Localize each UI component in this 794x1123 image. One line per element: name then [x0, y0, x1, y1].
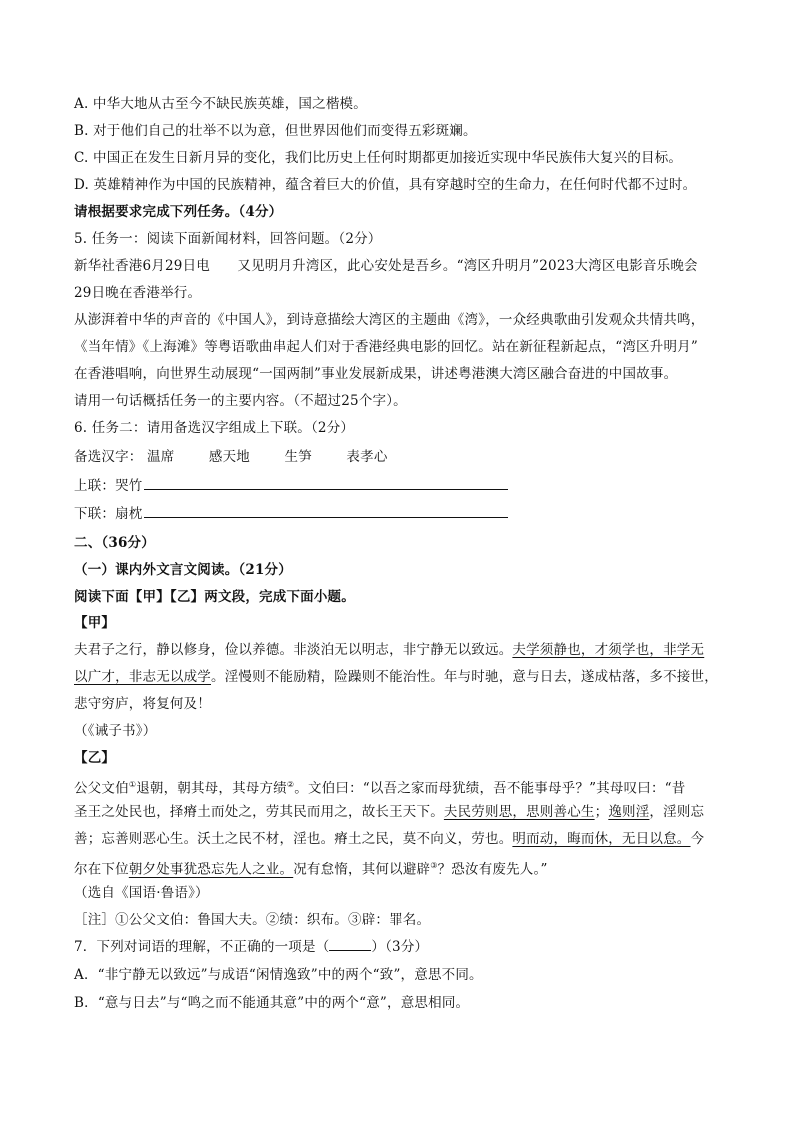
- section-two-heading: 二、（36分）: [74, 535, 155, 551]
- upper-couplet: [74, 476, 508, 496]
- passage-yi-line: [74, 802, 704, 822]
- candidate: 温席: [147, 449, 175, 465]
- upper-couplet-blank[interactable]: [144, 476, 508, 490]
- passage-yi-line: [74, 856, 548, 880]
- underlined-sentence: 明而动，晦而休，无日以怠。: [512, 831, 691, 847]
- underlined-sentence: 以广才，非志无以成学: [74, 669, 211, 685]
- option-b: B. 对于他们自己的壮举不以为意，但世界因他们而变得五彩斑斓。: [74, 123, 477, 139]
- underlined-sentence: 夫学须静也，才须学也，非学无: [512, 642, 705, 658]
- footnote-marker: ①: [128, 780, 137, 789]
- passage-jia-label: 【甲】: [74, 615, 116, 631]
- passage-jia-line: [74, 667, 718, 687]
- footnote-marker: ②: [286, 780, 295, 789]
- q5-news-line: 29日晚在香港举行。: [74, 285, 202, 301]
- passage-text: ；: [594, 804, 609, 820]
- q5-news-line: 《当年情》《上海滩》等粤语歌曲串起人们对于香港经典电影的回忆。站在新征程新起点，“湾区升明月”: [74, 339, 698, 355]
- option-a: A. 中华大地从古至今不缺民族英雄，国之楷模。: [74, 96, 367, 112]
- passage-text: 退朝，朝其母，其母方绩: [136, 780, 287, 797]
- q5-title: 5. 任务一：阅读下面新闻材料，回答问题。（2分）: [74, 231, 382, 247]
- passage-jia-source: （《诫子书》）: [74, 723, 157, 739]
- q6-title: 6. 任务二：请用备选汉字组成上下联。（2分）: [74, 420, 355, 436]
- underlined-sentence: 逸则淫: [608, 804, 650, 820]
- candidate: 生笋: [284, 449, 312, 465]
- section-two-subheading: （一）课内外文言文阅读。（21分）: [74, 562, 292, 578]
- passage-yi-label: 【乙】: [74, 750, 116, 766]
- task-heading: 请根据要求完成下列任务。（4分）: [74, 204, 283, 220]
- passage-yi-line: [74, 829, 704, 849]
- q7-option-a: A．“非宁静无以致远”与成语“闲情逸致”中的两个“致”，意思不同。: [74, 967, 483, 983]
- passage-jia-line: [74, 640, 704, 660]
- upper-couplet-label: 上联：哭竹: [74, 478, 143, 494]
- q6-candidates: [74, 447, 418, 467]
- lower-couplet-label: 下联：扇枕: [74, 506, 143, 522]
- q5-news-line: 新华社香港6月29日电 又见明月升湾区，此心安处是吾乡。“湾区升明月”2023大湾区电影音乐晚会: [74, 258, 698, 274]
- q7-option-b: B．“意与日去”与“鸣之而不能通其意”中的两个“意”，意思相同。: [74, 995, 470, 1011]
- q5-news-line: 在香港唱响，向世界生动展现“一国两制”事业发展新成果，讲述粤港澳大湾区融合奋进的中国故事。: [74, 366, 678, 382]
- passage-text: 况有怠惰，其何以避辟: [293, 861, 431, 878]
- passage-text: 尔在下位: [74, 861, 129, 878]
- footnote-marker: ③: [430, 861, 438, 870]
- passage-yi-line: [74, 775, 685, 799]
- passage-text: ，淫则忘: [649, 804, 705, 820]
- passage-text: 公父文伯: [74, 780, 129, 797]
- underlined-sentence: 夫民劳则思，思则善心生: [443, 804, 595, 820]
- option-d: D. 英雄精神作为中国的民族精神，蕴含着巨大的价值，具有穿越时空的生命力，在任何时代都不过时。: [74, 177, 697, 193]
- answer-blank[interactable]: [329, 938, 371, 951]
- passage-text: 圣王之处民也，择瘠土而处之，劳其民而用之，故长王天下。: [74, 804, 444, 820]
- underlined-sentence: 朝夕处事犹恐忘先人之业。: [128, 861, 294, 878]
- passage-jia-line: 悲守穷庐，将复何及！: [74, 696, 211, 712]
- candidate: 表孝心: [346, 449, 388, 465]
- q7-title: [74, 937, 428, 957]
- reading-instruction: 阅读下面【甲】【乙】两文段，完成下面小题。: [74, 589, 355, 605]
- passage-text: 。文伯曰：“以吾之家而母犹绩，吾不能事母乎？”其母叹曰：“昔: [294, 780, 686, 797]
- passage-text: 今: [690, 831, 705, 847]
- q7-title-text: 7．下列对词语的理解，不正确的一项是（: [74, 939, 330, 955]
- q5-news-line: 从澎湃着中华的声音的《中国人》，到诗意描绘大湾区的主题曲《湾》，一众经典歌曲引发观众共情共鸣，: [74, 312, 705, 328]
- candidates-label: 备选汉字：: [74, 449, 143, 465]
- option-c: C. 中国正在发生日新月异的变化，我们比历史上任何时期都更加接近实现中华民族伟大复兴的目标。: [74, 150, 683, 166]
- passage-text: ？恐汝有废先人。”: [437, 861, 548, 878]
- passage-text: 夫君子之行，静以修身，俭以养德。非淡泊无以明志，非宁静无以致远。: [74, 642, 513, 658]
- q7-title-text: ）（3分）: [371, 939, 429, 955]
- lower-couplet-blank[interactable]: [144, 504, 508, 518]
- passage-text: 。淫慢则不能励精，险躁则不能治性。年与时驰，意与日去，遂成枯落，多不接世，: [211, 669, 718, 685]
- q5-prompt: 请用一句话概括任务一的主要内容。（不超过25个字）。: [74, 393, 407, 409]
- candidate: 感天地: [208, 449, 251, 465]
- passage-text: 善；忘善则恶心生。沃土之民不材，淫也。瘠土之民，莫不向义，劳也。: [74, 831, 513, 847]
- passage-yi-notes: ［注］①公父文伯：鲁国大夫。②绩：织布。③辟：罪名。: [74, 912, 431, 928]
- lower-couplet: [74, 504, 508, 524]
- passage-yi-source: （选自《国语·鲁语》）: [74, 885, 209, 901]
